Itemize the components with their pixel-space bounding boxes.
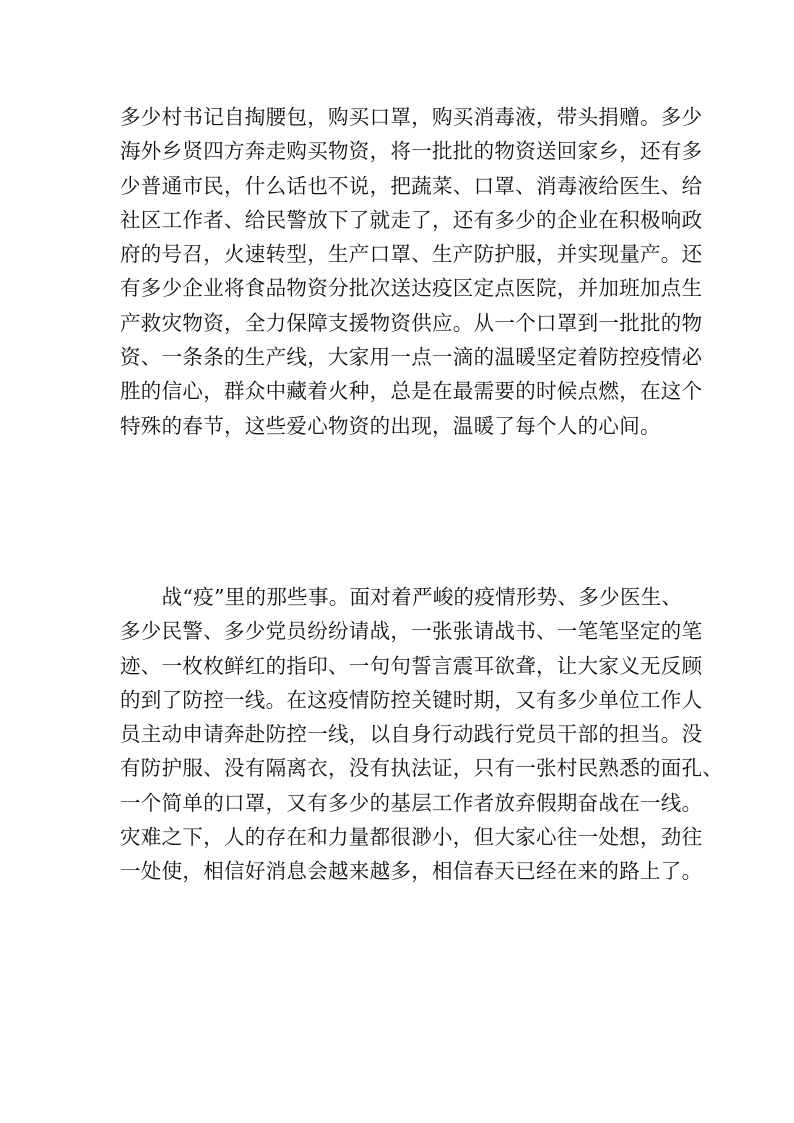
text-line: 产救灾物资，全力保障支援物资供应。从一个口罩到一批批的物 bbox=[120, 310, 703, 335]
text-line: 一处使，相信好消息会越来越多，相信春天已经在来的路上了。 bbox=[120, 859, 703, 884]
paragraph-frontline bbox=[120, 580, 724, 889]
paragraph-donations bbox=[120, 100, 703, 443]
text-line: 一个简单的口罩，又有多少的基层工作者放弃假期奋战在一线。 bbox=[120, 790, 703, 815]
text-line: 资、一条条的生产线，大家用一点一滴的温暖坚定着防控疫情必 bbox=[120, 345, 703, 370]
text-line: 少普通市民，什么话也不说，把蔬菜、口罩、消毒液给医生、给 bbox=[120, 173, 703, 198]
text-line: 迹、一枚枚鲜红的指印、一句句誓言震耳欲聋，让大家义无反顾 bbox=[120, 653, 703, 678]
text-line: 胜的信心，群众中藏着火种，总是在最需要的时候点燃，在这个 bbox=[120, 379, 703, 404]
text-line: 特殊的春节，这些爱心物资的出现，温暖了每个人的心间。 bbox=[120, 413, 661, 438]
text-line: 府的号召，火速转型，生产口罩、生产防护服，并实现量产。还 bbox=[120, 242, 703, 267]
text-line: 多少民警、多少党员纷纷请战，一张张请战书、一笔笔坚定的笔 bbox=[120, 619, 703, 644]
text-line: 战“疫”里的那些事。面对着严峻的疫情形势、多少医生、 bbox=[120, 585, 683, 609]
text-line: 有防护服、没有隔离衣，没有执法证，只有一张村民熟悉的面孔、 bbox=[120, 756, 724, 781]
text-line: 的到了防控一线。在这疫情防控关键时期，又有多少单位工作人 bbox=[120, 687, 703, 712]
text-line: 灾难之下，人的存在和力量都很渺小，但大家心往一处想，劲往 bbox=[120, 825, 703, 850]
text-line: 多少村书记自掏腰包，购买口罩，购买消毒液，带头捐赠。多少 bbox=[120, 105, 703, 129]
text-line: 员主动申请奔赴防控一线，以自身行动践行党员干部的担当。没 bbox=[120, 722, 703, 747]
text-line: 海外乡贤四方奔走购买物资，将一批批的物资送回家乡，还有多 bbox=[120, 139, 703, 164]
text-line: 有多少企业将食品物资分批次送达疫区定点医院，并加班加点生 bbox=[120, 276, 703, 301]
text-line: 社区工作者、给民警放下了就走了，还有多少的企业在积极响政 bbox=[120, 207, 703, 232]
